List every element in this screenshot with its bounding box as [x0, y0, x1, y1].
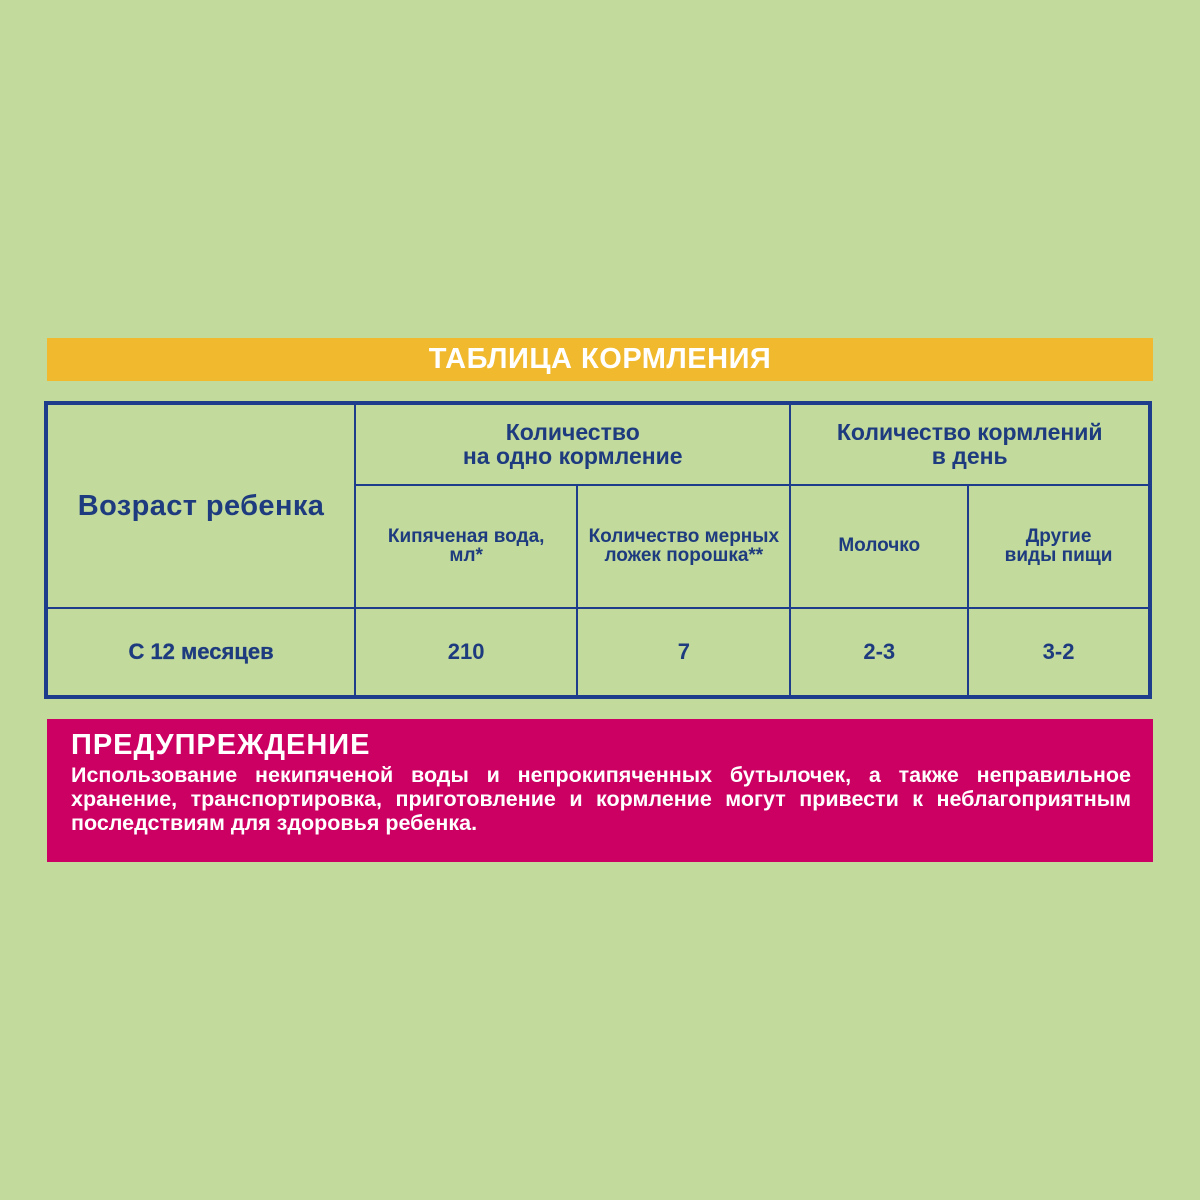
- spoons-header-line-2: ложек порошка**: [604, 545, 764, 567]
- milk-column-header: Молочко: [790, 485, 968, 608]
- amount-per-feeding-header: [355, 403, 790, 485]
- age-column-header: Возраст ребенка: [46, 403, 355, 608]
- other-food-column-header: [968, 485, 1150, 608]
- water-value-cell: 210: [355, 608, 577, 697]
- feeding-table: [44, 401, 1152, 699]
- age-cell: С 12 месяцев: [46, 608, 355, 697]
- water-header-line-2: мл*: [449, 545, 483, 567]
- feedings-per-day-header: [790, 403, 1150, 485]
- spoons-header-line-1: Количество мерных: [588, 525, 780, 547]
- water-header-line-1: Кипяченая вода,: [387, 525, 545, 547]
- other-header-line-2: виды пищи: [1004, 545, 1113, 567]
- warning-text: Использование некипяченой воды и непрокипяченных бутылочек, а также неправильное хранение, транспортировка, приготовление и кормление могут привести к неблагоприятным последствиям для здоровья ребенка.: [71, 763, 1131, 835]
- feeding-table-title: ТАБЛИЦА КОРМЛЕНИЯ: [428, 343, 772, 375]
- warning-box: [47, 719, 1153, 862]
- other-food-value-cell: 3-2: [968, 608, 1150, 697]
- feeding-table-container: [44, 401, 1152, 699]
- feedings-header-line-1: Количество кормлений: [836, 419, 1103, 446]
- amount-header-line-1: Количество: [505, 419, 640, 446]
- spoons-column-header: [577, 485, 790, 608]
- feeding-table-title-bar: [47, 338, 1153, 381]
- spoons-value-cell: 7: [577, 608, 790, 697]
- milk-value-cell: 2-3: [790, 608, 968, 697]
- table-row: [46, 608, 1150, 697]
- amount-header-line-2: на одно кормление: [462, 443, 683, 470]
- feedings-header-line-2: в день: [931, 443, 1008, 470]
- warning-title: ПРЕДУПРЕЖДЕНИЕ: [71, 729, 371, 761]
- water-column-header: [355, 485, 577, 608]
- table-header-row: [46, 403, 1150, 485]
- other-header-line-1: Другие: [1025, 525, 1092, 547]
